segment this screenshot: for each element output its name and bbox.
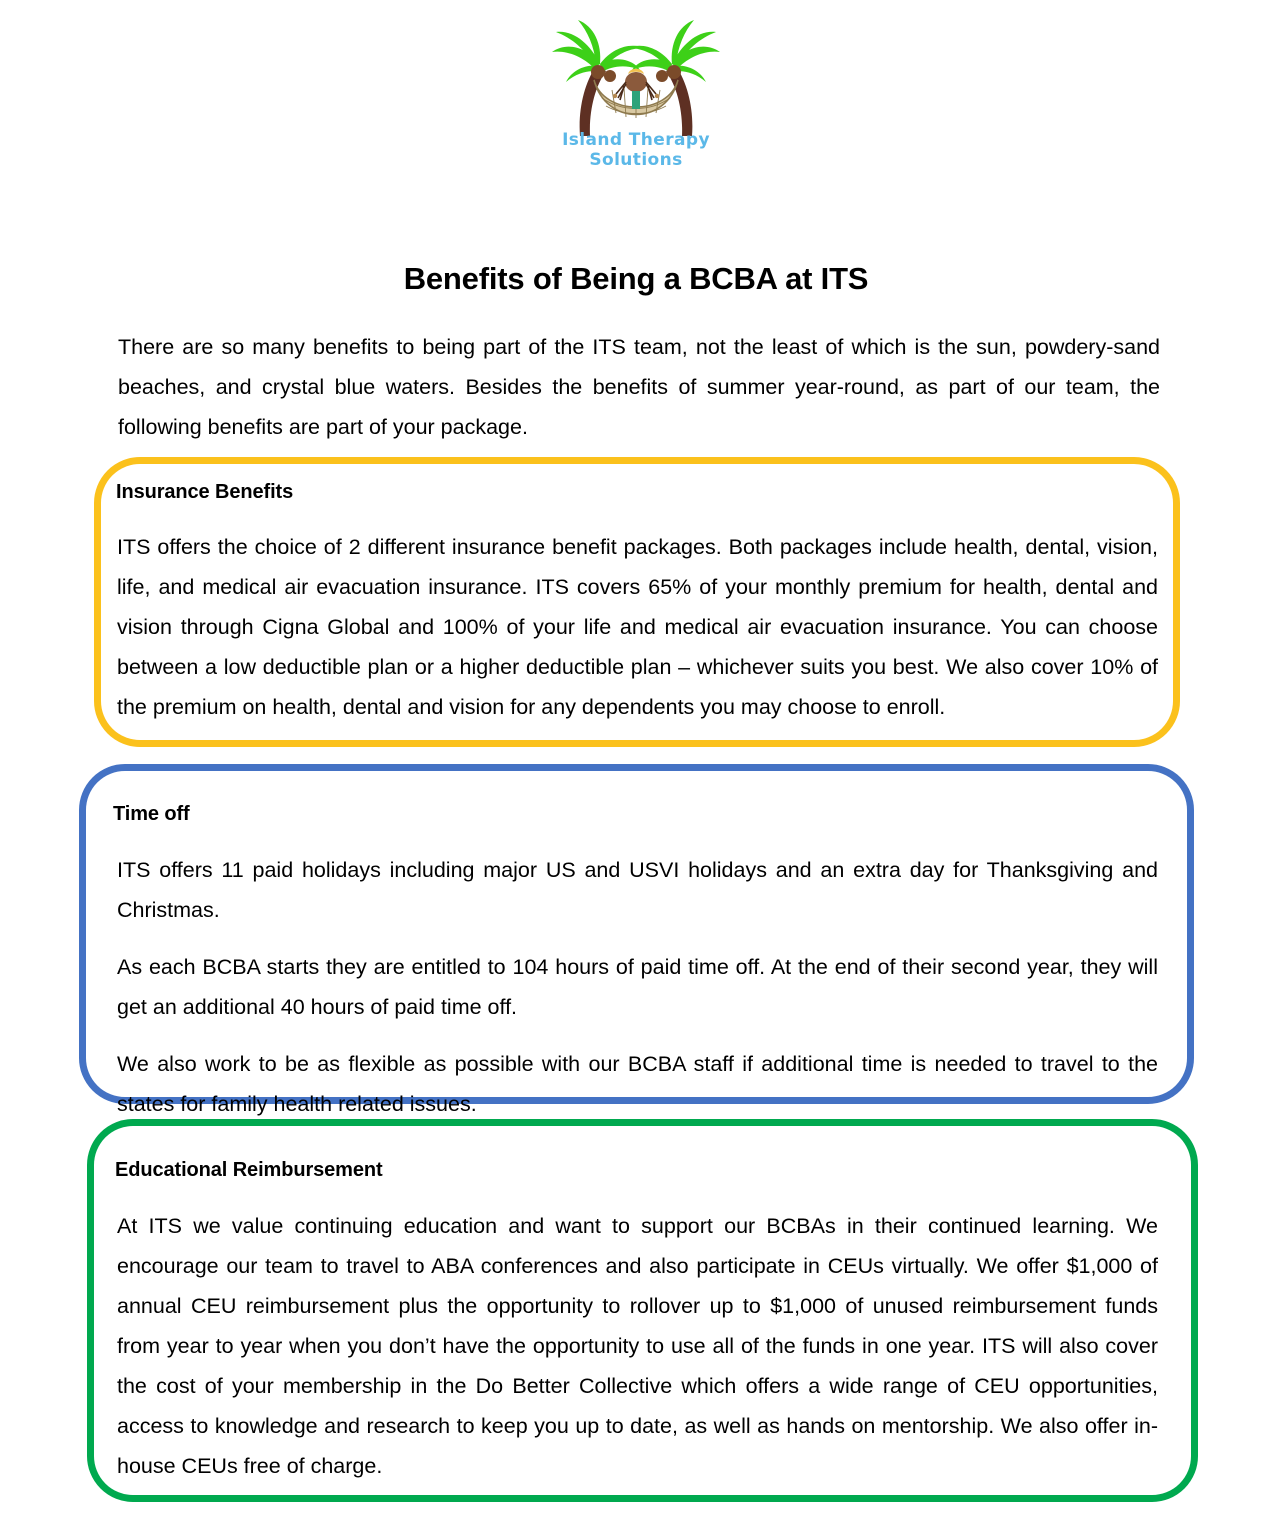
paragraph: At ITS we value continuing education and want to support our BCBAs in their continued learning. We encourage our team to travel to ABA conferences and also participate in CEUs virtually. We offer $1,000 of annual CEU reimbursement plus the opportunity to rollover up to $1,000 of unused reimbursement funds from year to year when you don’t have the opportunity to use all of the funds in one year. ITS will also cover the cost of your membership in the Do Better Collective which offers a wide range of CEU opportunities, access to knowledge and research to keep you up to date, as well as hands on mentorship. We also offer in-house CEUs free of charge.: [117, 1214, 1158, 1478]
section-heading-insurance: Insurance Benefits: [116, 481, 294, 503]
logo-wordmark: [536, 131, 736, 170]
logo-wordmark-line1: Island Therapy: [562, 130, 710, 150]
paragraph: ITS offers 11 paid holidays including major US and USVI holidays and an extra day for Thanksgiving and Christmas.: [117, 858, 1158, 922]
section-body-time-off: [117, 850, 1158, 1124]
logo-wordmark-line2: Solutions: [589, 149, 683, 170]
section-heading-time-off: Time off: [113, 803, 190, 825]
paragraph: We also work to be as flexible as possible with our BCBA staff if additional time is needed to travel to the states for family health related issues.: [117, 1052, 1158, 1116]
section-heading-educational-reimbursement: Educational Reimbursement: [115, 1159, 383, 1181]
palm-trees-hammock-icon: [536, 18, 736, 138]
page-title: Benefits of Being a BCBA at ITS: [403, 260, 869, 296]
intro-paragraph: There are so many benefits to being part of the ITS team, not the least of which is the sun, powdery-sand beaches, and crystal blue waters. Besides the benefits of summer year-round, as part of our team, the following benefits are part of your package.: [118, 334, 1160, 439]
paragraph: As each BCBA starts they are entitled to 104 hours of paid time off. At the end of their second year, they will get an additional 40 hours of paid time off.: [117, 955, 1158, 1019]
section-body-educational-reimbursement: [117, 1206, 1158, 1486]
paragraph: ITS offers the choice of 2 different insurance benefit packages. Both packages include health, dental, vision, life, and medical air evacuation insurance. ITS covers 65% of your monthly premium for health, dental and vision through Cigna Global and 100% of your life and medical air evacuation insurance. You can choose between a low deductible plan or a higher deductible plan – whichever suits you best. We also cover 10% of the premium on health, dental and vision for any dependents you may choose to enroll.: [117, 535, 1158, 719]
logo-container: [0, 18, 1272, 193]
section-body-insurance: [117, 527, 1158, 727]
island-therapy-solutions-logo: [536, 18, 736, 193]
